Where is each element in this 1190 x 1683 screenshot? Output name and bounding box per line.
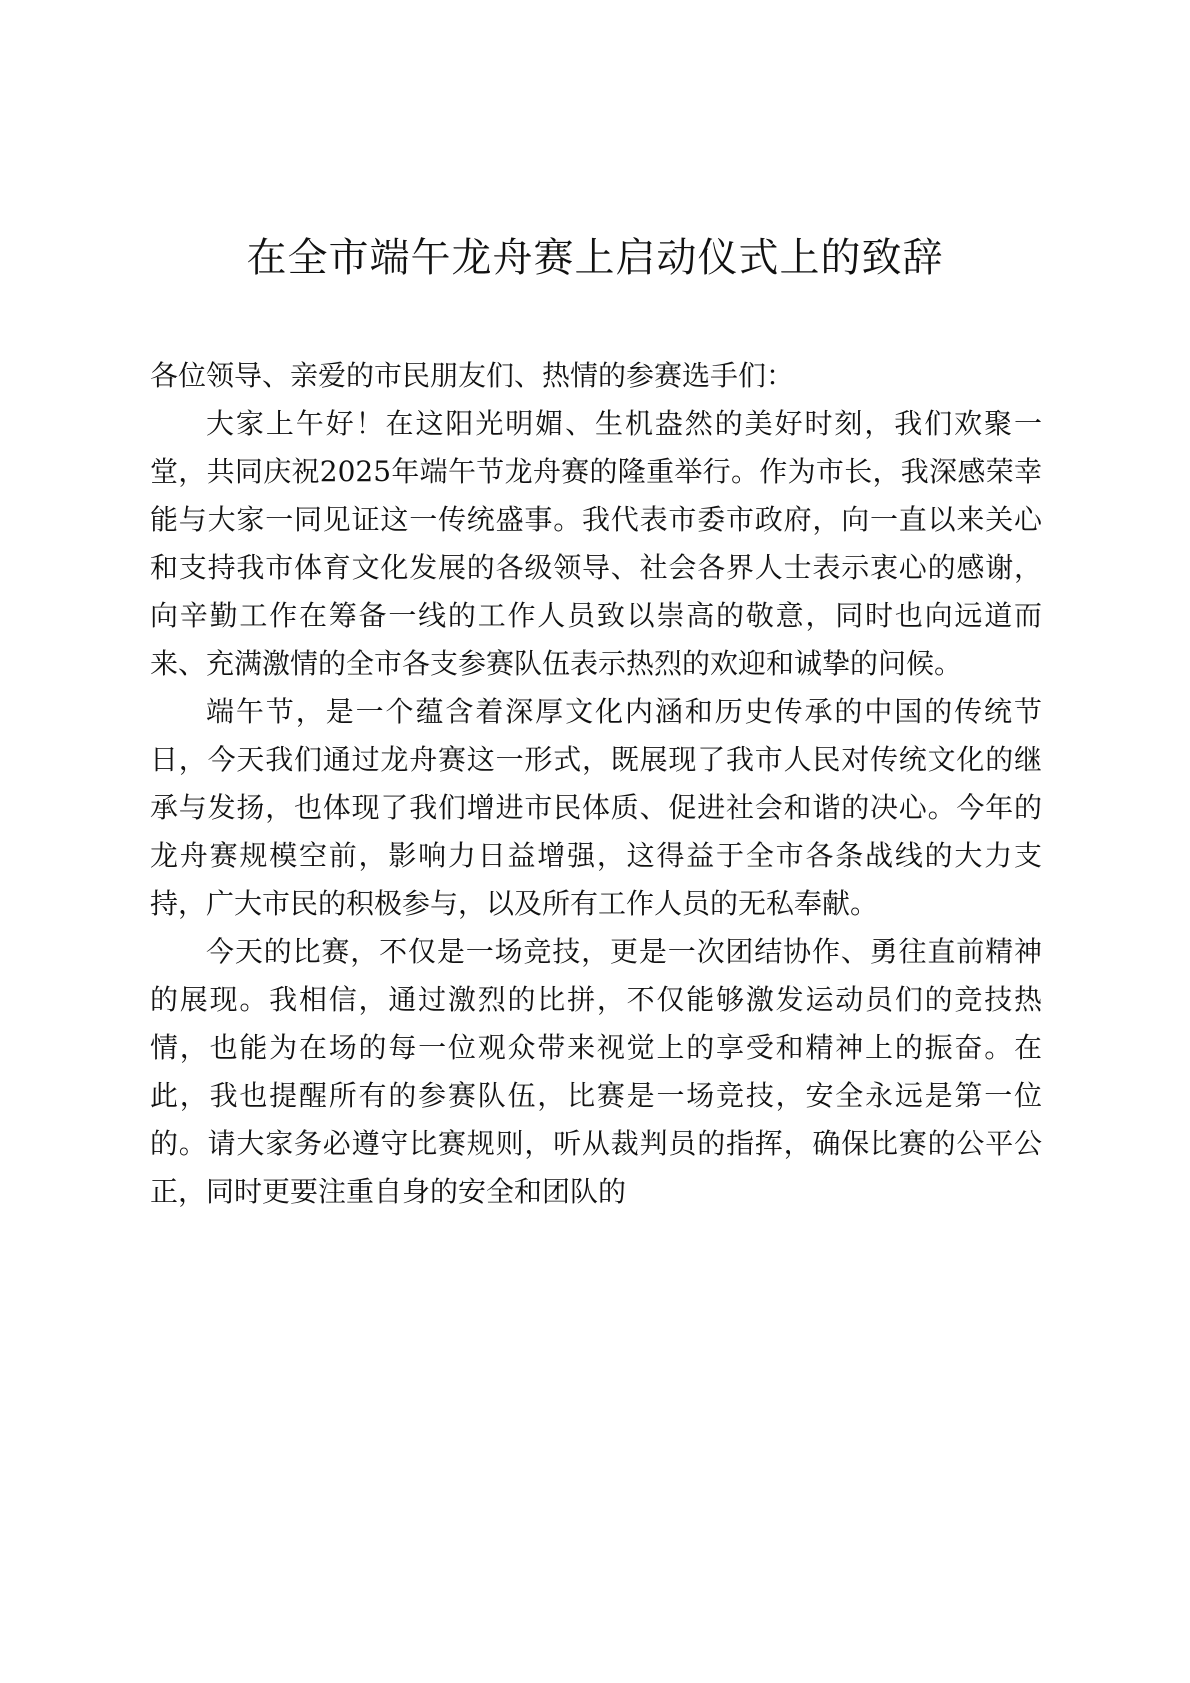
paragraph-greeting: 大家上午好！在这阳光明媚、生机盎然的美好时刻，我们欢聚一堂，共同庆祝2025年端午节龙舟赛的隆重举行。作为市长，我深感荣幸能与大家一同见证这一传统盛事。我代表市委市政府，向一直以来关心和支持我市体育文化发展的各级领导、社会各界人士表示衷心的感谢，向辛勤工作在筹备一线的工作人员致以崇高的敬意，同时也向远道而来、充满激情的全市各支参赛队伍表示热烈的欢迎和诚挚的问候。: [150, 407, 1042, 680]
salutation: 各位领导、亲爱的市民朋友们、热情的参赛选手们：: [150, 359, 795, 392]
document-body: [150, 352, 1042, 1216]
paragraph-festival: 端午节，是一个蕴含着深厚文化内涵和历史传承的中国的传统节日，今天我们通过龙舟赛这一形式，既展现了我市人民对传统文化的继承与发扬，也体现了我们增进市民体质、促进社会和谐的决心。今年的龙舟赛规模空前，影响力日益增强，这得益于全市各条战线的大力支持，广大市民的积极参与，以及所有工作人员的无私奉献。: [150, 695, 1042, 920]
paragraph-competition: 今天的比赛，不仅是一场竞技，更是一次团结协作、勇往直前精神的展现。我相信，通过激烈的比拼，不仅能够激发运动员们的竞技热情，也能为在场的每一位观众带来视觉上的享受和精神上的振奋。在此，我也提醒所有的参赛队伍，比赛是一场竞技，安全永远是第一位的。请大家务必遵守比赛规则，听从裁判员的指挥，确保比赛的公平公正，同时更要注重自身的安全和团队的: [150, 935, 1042, 1208]
document-title: 在全市端午龙舟赛上启动仪式上的致辞: [246, 235, 944, 281]
